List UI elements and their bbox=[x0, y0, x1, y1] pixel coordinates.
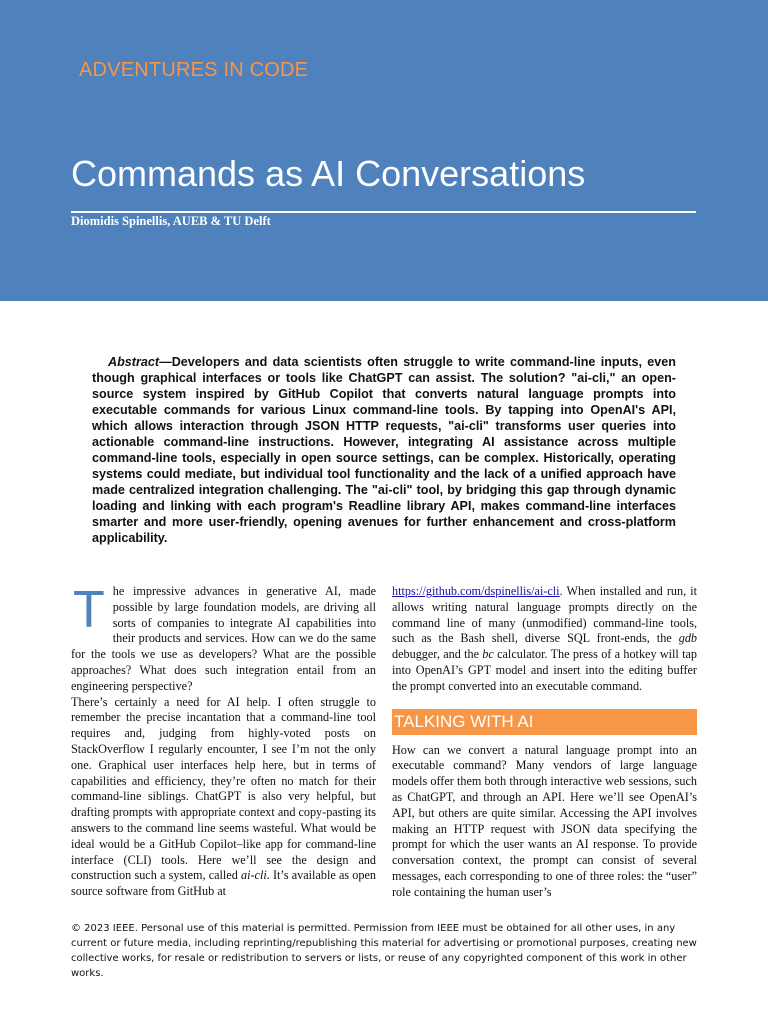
copyright-notice: © 2023 IEEE. Personal use of this material is permitted. Permission from IEEE must be obtained for all other uses, in any current or future media, including reprinting/republishing this material for advertising or promotional purposes, creating new collective works, for resale or redistribution to servers or lists, or reuse of any copyrighted component of this work in other works. bbox=[71, 923, 697, 979]
authors-line: Diomidis Spinellis, AUEB & TU Delft bbox=[71, 214, 271, 228]
body-text-end: . It’s available as open source software from GitHub at bbox=[71, 868, 376, 899]
abstract-label: Abstract bbox=[108, 355, 160, 369]
continued-text-2: debugger, and the bbox=[392, 647, 483, 662]
tool-name: ai-cli bbox=[241, 868, 267, 883]
section-heading: TALKING WITH AI bbox=[392, 709, 697, 735]
gdb-name: gdb bbox=[678, 631, 697, 646]
continued-paragraph bbox=[392, 584, 697, 695]
drop-cap: T bbox=[73, 581, 105, 639]
intro-text: he impressive advances in generative AI, made possible by large foundation models, are driving all sorts of companies to integrate AI capabilities into their products and services. How can we do the same for the tools we use as developers? What are the possible approaches? What does such integration entail from an engineering perspective? bbox=[71, 584, 376, 693]
body-paragraph bbox=[71, 695, 376, 900]
header-band bbox=[0, 0, 768, 301]
page-title: Commands as AI Conversations bbox=[71, 153, 586, 194]
continued-text-3: calculator. The press of a hotkey will tap into OpenAI’s GPT model and insert into the editing buffer the prompt converted into an executable command. bbox=[392, 647, 697, 693]
continued-text: . When installed and run, it allows writing natural language prompts directly on the command line of many (unmodified) command-line tools, such as the Bash shell, diverse SQL front-ends, the bbox=[392, 584, 697, 646]
section-paragraph: How can we convert a natural language prompt into an executable command? Many vendors of large language models offer them both through interactive web sessions, such as ChatGPT, and through an API. Here we’ll see OpenAI’s API, but others are quite similar. Accessing the API involves making an HTTP request with JSON data specifying the prompt for which the user wants an AI response. To provide conversation context, the prompt can consist of several messages, each corresponding to one of three roles: the “user” role containing the human user’s bbox=[392, 742, 697, 899]
abstract-dash: — bbox=[159, 355, 172, 369]
right-column bbox=[392, 584, 697, 901]
intro-paragraph bbox=[71, 581, 376, 695]
title-divider bbox=[71, 211, 696, 213]
left-column bbox=[71, 581, 376, 900]
column-name: ADVENTURES IN CODE bbox=[79, 59, 309, 81]
abstract-text: Developers and data scientists often struggle to write command-line inputs, even though graphical interfaces or tools like ChatGPT can assist. The solution? "ai-cli," an open-source system inspired by GitHub Copilot that converts natural language prompts into executable commands for various Linux command-line tools. By tapping into OpenAI's API, which allows interaction through JSON HTTP requests, "ai-cli" transforms user queries into actionable command-line instructions. However, integrating AI assistance across multiple command-line tools, especially in open source settings, can be complex. Historically, operating systems could mediate, but individual tool functionality and the lack of a unified approach have made centralized integration challenging. The "ai-cli" tool, by bridging this gap through dynamic loading and linking with each program's Readline library API, makes command-line interfaces smarter and more user-friendly, opening avenues for further enhancement and cross-platform applicability. bbox=[92, 355, 676, 545]
abstract bbox=[92, 354, 676, 546]
body-text: There’s certainly a need for AI help. I often struggle to remember the precise incantation that a command-line tool requires and, judging from highly-voted posts on StackOverflow I regularly encounter, I see I’m not the only one. Graphical user interfaces help here, but in terms of capabilities and efficiency, they’re often no match for their command-line siblings. ChatGPT is also very helpful, but drafting prompts with appropriate context and copy-pasting its answers to the command line seems wasteful. What would be ideal would be a GitHub Copilot–like app for command-line interface (CLI) tools. Here we’ll see the design and construction such a system, called bbox=[71, 694, 376, 883]
github-link[interactable]: https://github.com/dspinellis/ai-cli bbox=[392, 584, 560, 598]
bc-name: bc bbox=[482, 647, 494, 662]
